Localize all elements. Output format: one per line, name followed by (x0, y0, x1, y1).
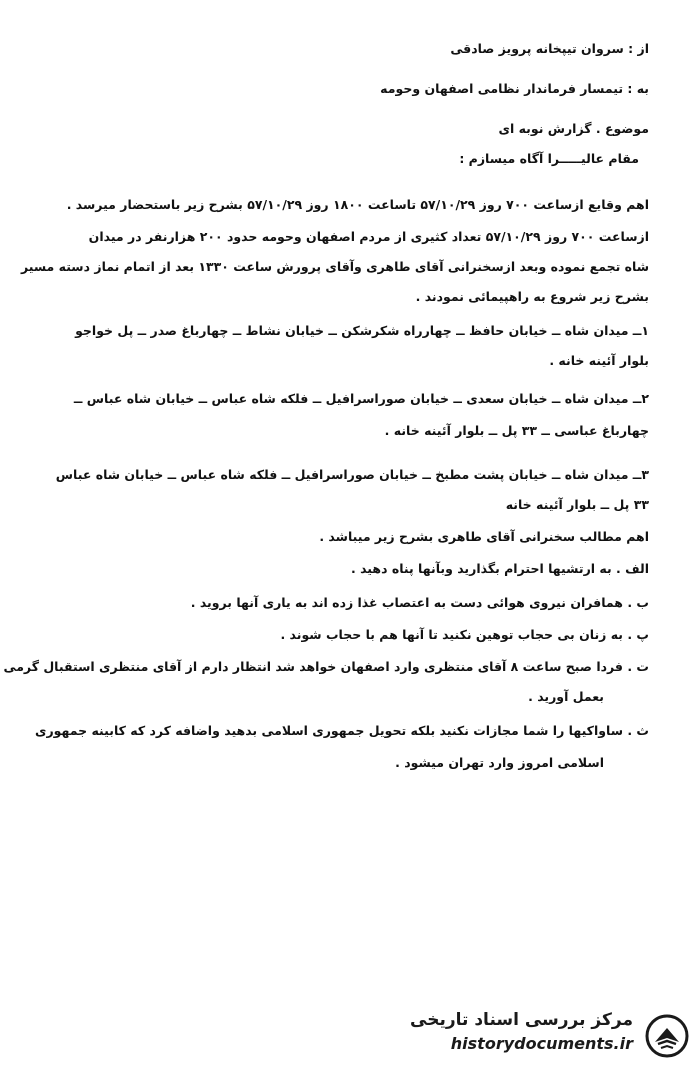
route-1-line1: ۱ــ میدان شاه ــ خیابان حافظ ــ چهارراه شکرشکن ــ خیابان نشاط ــ چهارباغ صدر ــ پل خواجو (75, 323, 649, 338)
watermark-title: مرکز بررسی اسناد تاریخی (410, 1010, 633, 1030)
point-te-line2: بعمل آورید . (528, 689, 604, 704)
route-1-line2: بلوار آئینه خانه . (549, 353, 649, 368)
point-the-line2: اسلامی امروز وارد تهران میشود . (395, 755, 604, 770)
route-3-line2: ۳۳ پل ــ بلوار آئینه خانه (505, 497, 649, 512)
from-line: از : سروان تیپخانه پرویز صادقی (450, 41, 649, 56)
salutation: مقام عالیـــــرا آگاه میسازم : (459, 151, 639, 166)
to-line: به : تیمسار فرماندار نظامی اصفهان وحومه (380, 81, 649, 96)
point-the-line1: ث . ساواکیها را شما مجازات نکنید بلکه تحویل جمهوری اسلامی بدهید واضافه کرد که کابینه جمهوری (34, 723, 649, 738)
book-quill-logo-icon (645, 1014, 689, 1058)
watermark (410, 1010, 689, 1060)
route-2-line1: ۲ــ میدان شاه ــ خیابان سعدی ــ خیابان صوراسرافیل ــ فلکه شاه عباس ــ خیابان شاه عباس ــ (73, 391, 649, 406)
point-be: ب . همافران نیروی هوائی دست به اعتصاب غذا زده اند به یاری آنها بروید . (190, 595, 649, 610)
route-2-line2: چهارباغ عباسی ــ ۳۳ پل ــ بلوار آئینه خانه . (384, 423, 649, 438)
watermark-url: historydocuments.ir (450, 1034, 633, 1053)
body-line: اهم وقایع ازساعت ۷۰۰ روز ۵۷/۱۰/۲۹ تاساعت ۱۸۰۰ روز ۵۷/۱۰/۲۹ بشرح زیر باستحضار میرسد . (66, 197, 649, 212)
point-alef: الف . به ارتشیها احترام بگذارید وبآنها پناه دهید . (350, 561, 649, 576)
point-te-line1: ت . فردا صبح ساعت ۸ آقای منتظری وارد اصفهان خواهد شد انتظار دارم از آقای منتظری استقبال گرمی (3, 659, 649, 674)
body-line: بشرح زیر شروع به راهپیمائی نمودند . (415, 289, 649, 304)
body-line: ازساعت ۷۰۰ روز ۵۷/۱۰/۲۹ تعداد کثیری از مردم اصفهان وحومه حدود ۲۰۰ هزارنفر در میدان (88, 229, 649, 244)
speech-intro: اهم مطالب سخنرانی آقای طاهری بشرح زیر میباشد . (319, 529, 649, 544)
point-pe: پ . به زنان بی حجاب توهین نکنید تا آنها هم با حجاب شوند . (280, 627, 649, 642)
route-3-line1: ۳ــ میدان شاه ــ خیابان پشت مطبخ ــ خیابان صوراسرافیل ــ فلکه شاه عباس ــ خیابان شاه عباس (55, 467, 649, 482)
body-line: شاه تجمع نموده وبعد ازسخنرانی آقای طاهری وآقای پرورش ساعت ۱۳۳۰ بعد از اتمام نماز دسته مسیر (20, 259, 649, 274)
subject-line: موضوع . گزارش نوبه ای (498, 121, 649, 136)
